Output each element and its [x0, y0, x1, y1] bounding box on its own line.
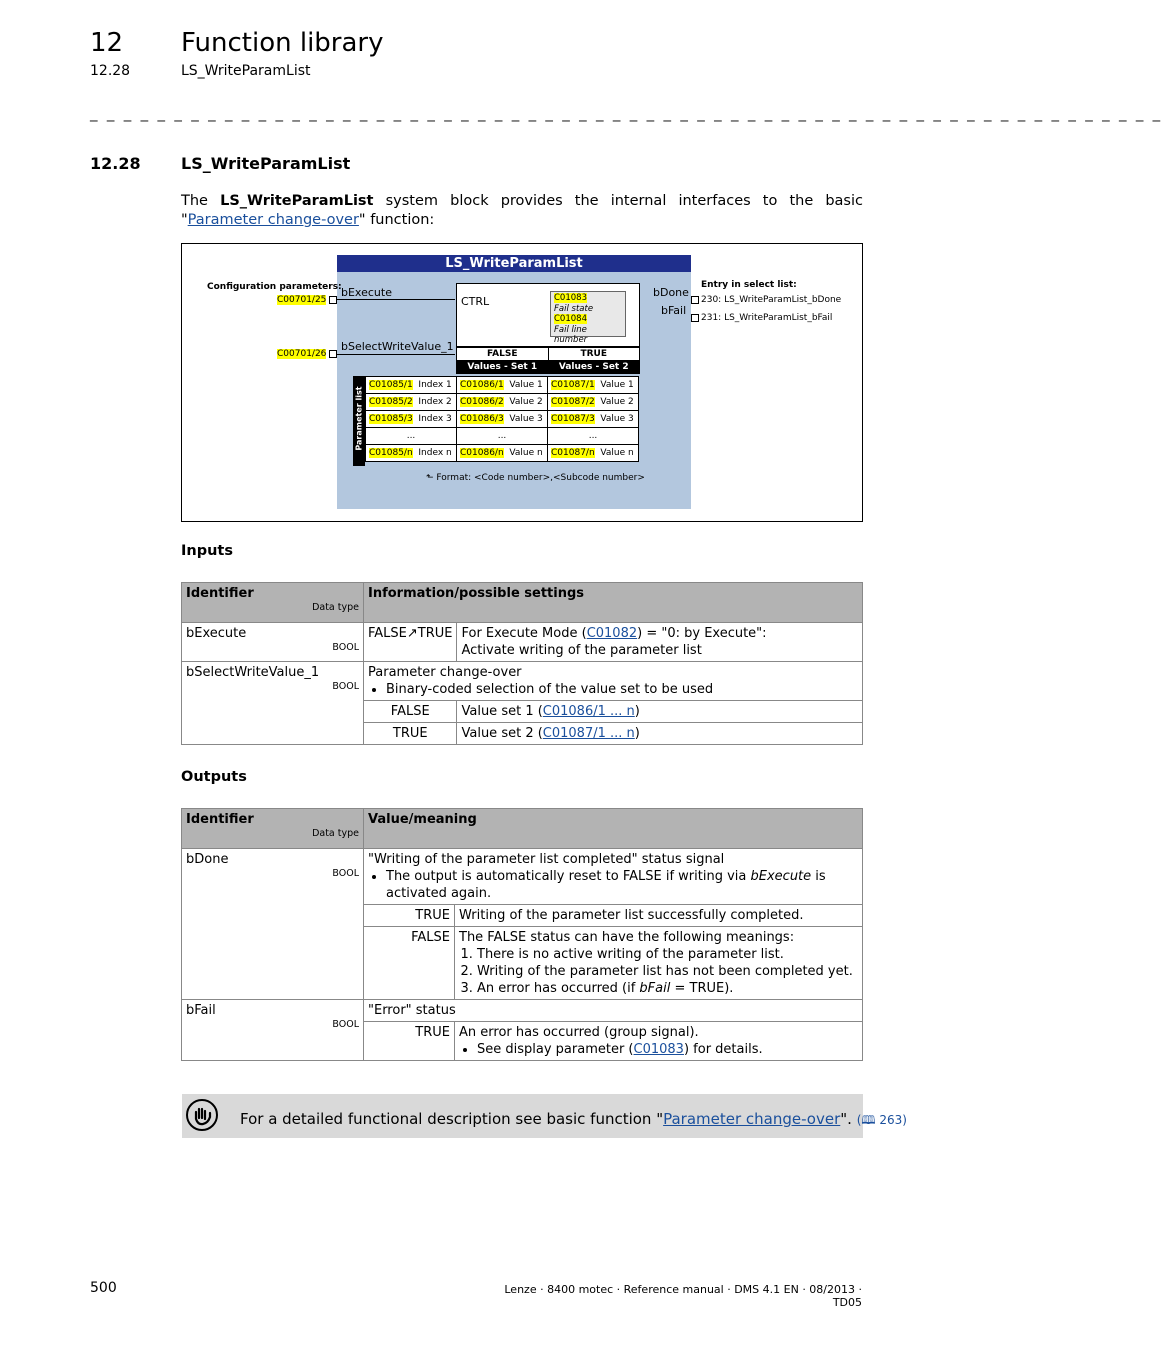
page-number: 500 [90, 1280, 117, 1296]
code-select: C00701/26 [277, 349, 327, 359]
param-cell: C01085/2 Index 2 [366, 394, 457, 411]
set2-label: Values - Set 2 [548, 361, 640, 374]
corner-arrow-icon: ⬑ [426, 473, 434, 483]
parameter-change-over-link[interactable]: Parameter change-over [187, 212, 359, 228]
note-text: For a detailed functional description see basic function "Parameter change-over". (🕮 263) [240, 1110, 907, 1128]
intro-bold: LS_WriteParamList [220, 193, 374, 209]
entry-fail: 231: LS_WriteParamList_bFail [701, 313, 833, 323]
param-cell: C01087/1 Value 1 [548, 377, 639, 394]
status-code-2: C01084 [554, 314, 587, 324]
bfail-true: TRUE [364, 1022, 455, 1061]
code-execute: C00701/25 [277, 295, 327, 305]
footer-text: Lenze · 8400 motec · Reference manual · DMS 4.1 EN · 08/2013 · TD05 [504, 1283, 862, 1309]
execute-line [337, 299, 455, 300]
header-separator: _ _ _ _ _ _ _ _ _ _ _ _ _ _ _ _ _ _ _ _ _ _ _ _ _ _ _ _ _ _ _ _ _ _ _ _ _ _ _ _ _ _ _ _ _ _ _ _ _ _ _ _ _ _ _ _ _ _ _ _ _ _ _ _ [90, 104, 1163, 122]
status-code-1: C01083 [554, 293, 587, 303]
bselect-identifier: bSelectWriteValue_1 BOOL [182, 662, 364, 745]
value-set-header [456, 347, 640, 374]
bselect-desc: Parameter change-over • Binary-coded selection of the value set to be used [364, 662, 863, 701]
section-number: 12.28 [90, 154, 141, 173]
output-bfail: bFail [661, 304, 687, 317]
c01082-link[interactable]: C01082 [586, 626, 638, 641]
param-list-bar [353, 376, 365, 466]
block-title: LS_WriteParamList [337, 255, 691, 272]
outputs-heading: Outputs [181, 769, 247, 785]
outputs-table [181, 808, 863, 1061]
bselect-true-desc: Value set 2 (C01087/1 ... n) [457, 723, 863, 745]
execute-port-icon [329, 296, 337, 304]
bselect-false: FALSE [364, 701, 457, 723]
bdone-false-desc: The FALSE status can have the following meanings: 1. There is no active writing of the parameter list. 2. Writing of the parameter list has not been completed yet. 3. An error has occurred (if bFail = TRUE). [455, 927, 863, 1000]
header-section-number: 12.28 [90, 63, 131, 79]
col-false: FALSE [457, 348, 549, 361]
block-diagram [181, 243, 863, 522]
param-cell: C01085/1 Index 1 [366, 377, 457, 394]
param-cell: ... [457, 428, 548, 445]
param-row [366, 394, 639, 411]
table-row [182, 662, 863, 701]
ctrl-label: CTRL [461, 295, 490, 308]
book-icon: 🕮 [861, 1113, 876, 1127]
format-note: ⬑ Format: <Code number>,<Subcode number> [426, 473, 645, 483]
param-cell: ... [366, 428, 457, 445]
param-row [366, 377, 639, 394]
c01083-link[interactable]: C01083 [633, 1042, 684, 1057]
config-label: Configuration parameters: [207, 282, 342, 292]
param-cell: C01085/n Index n [366, 445, 457, 462]
bfail-identifier: bFail BOOL [182, 1000, 364, 1061]
bdone-true-desc: Writing of the parameter list successfully completed. [455, 905, 863, 927]
value-header: Value/meaning [364, 809, 863, 849]
bfail-true-desc: An error has occurred (group signal). • See display parameter (C01083) for details. [455, 1022, 863, 1061]
inputs-heading: Inputs [181, 543, 233, 559]
done-port-icon [691, 296, 699, 304]
fail-port-icon [691, 314, 699, 322]
intro-suffix: " function: [358, 212, 435, 228]
select-port-icon [329, 350, 337, 358]
param-cell: C01086/2 Value 2 [457, 394, 548, 411]
entry-done: 230: LS_WriteParamList_bDone [701, 295, 842, 305]
intro-paragraph [181, 192, 863, 230]
bfail-desc: "Error" status [364, 1000, 863, 1022]
c01086-link[interactable]: C01086/1 ... n [542, 704, 635, 719]
bselect-false-desc: Value set 1 (C01086/1 ... n) [457, 701, 863, 723]
param-cell: C01086/1 Value 1 [457, 377, 548, 394]
param-row [366, 411, 639, 428]
chapter-title: Function library [181, 28, 384, 58]
info-header: Information/possible settings [364, 583, 863, 623]
status-label-2: Fail line number [554, 324, 588, 345]
param-cell: C01085/3 Index 3 [366, 411, 457, 428]
section-title: LS_WriteParamList [181, 154, 351, 173]
status-label-1: Fail state [554, 303, 594, 314]
param-table [365, 376, 639, 462]
table-row [182, 1000, 863, 1022]
param-list-label: Parameter list [354, 386, 364, 451]
input-bexecute: bExecute [341, 286, 392, 299]
bselect-true: TRUE [364, 723, 457, 745]
bexecute-desc: For Execute Mode (C01082) = "0: by Execute": Activate writing of the parameter list [457, 623, 863, 662]
c01087-link[interactable]: C01087/1 ... n [542, 726, 635, 741]
status-box [550, 291, 626, 345]
bdone-false: FALSE [364, 927, 455, 1000]
entry-label: Entry in select list: [701, 280, 797, 290]
bdone-identifier: bDone BOOL [182, 849, 364, 1000]
intro-prefix: The [181, 193, 221, 209]
set1-label: Values - Set 1 [457, 361, 549, 374]
param-row [366, 445, 639, 462]
param-cell: C01087/n Value n [548, 445, 639, 462]
select-line [337, 354, 455, 355]
param-row [366, 428, 639, 445]
input-bselect: bSelectWriteValue_1 [341, 340, 454, 353]
bdone-true: TRUE [364, 905, 455, 927]
param-cell: ... [548, 428, 639, 445]
note-parameter-change-over-link[interactable]: Parameter change-over [663, 1110, 841, 1128]
intro-mid: system block provides the internal interfaces to the basic " [181, 193, 863, 228]
identifier-header: Identifier Data type [182, 809, 364, 849]
param-cell: C01087/2 Value 2 [548, 394, 639, 411]
param-cell: C01086/3 Value 3 [457, 411, 548, 428]
chapter-number: 12 [90, 28, 124, 58]
output-bdone: bDone [653, 286, 689, 299]
bdone-desc: "Writing of the parameter list completed" status signal • The output is automatically reset to FALSE if writing via bExecute is activated again. [364, 849, 863, 905]
bexecute-trigger: FALSE↗TRUE [364, 623, 457, 662]
col-true: TRUE [548, 348, 640, 361]
inputs-table [181, 582, 863, 745]
table-row [182, 623, 863, 662]
param-cell: C01087/3 Value 3 [548, 411, 639, 428]
header-section-title: LS_WriteParamList [181, 63, 311, 79]
bexecute-identifier: bExecute BOOL [182, 623, 364, 662]
page-reference[interactable]: (🕮 263) [856, 1113, 907, 1127]
note-hand-icon [186, 1099, 218, 1131]
table-row [182, 849, 863, 905]
identifier-header: Identifier Data type [182, 583, 364, 623]
param-cell: C01086/n Value n [457, 445, 548, 462]
